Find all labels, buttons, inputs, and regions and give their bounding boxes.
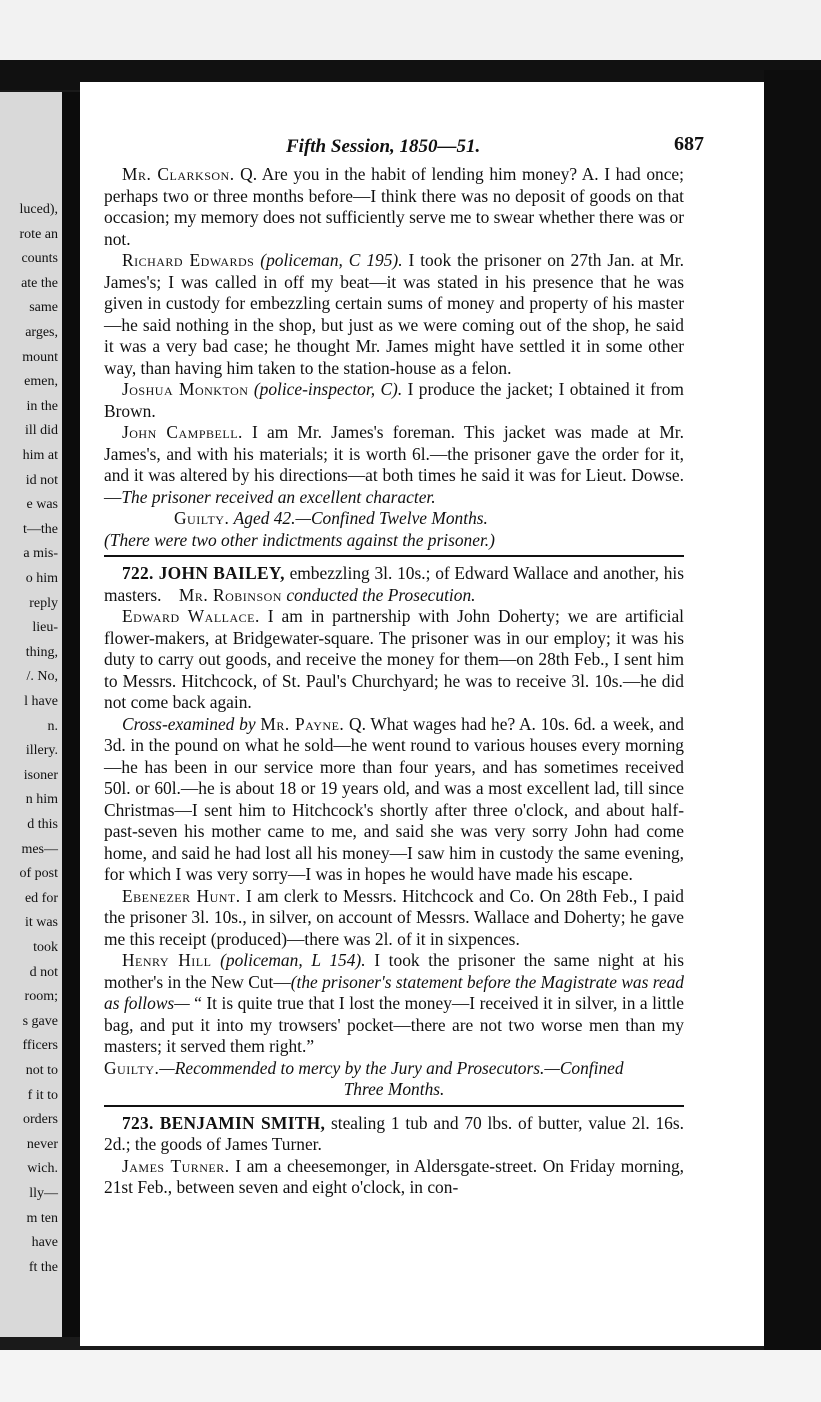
page-title: Fifth Session, 1850—51. xyxy=(286,136,481,157)
testimony-paragraph xyxy=(104,422,684,508)
character-note: The prisoner received an excellent character. xyxy=(121,486,436,507)
left-page-text-fragment: d not xyxy=(29,964,58,980)
left-page-text-fragment: arges, xyxy=(25,325,58,340)
left-page-text-fragment: in the xyxy=(26,398,58,414)
page-number: 687 xyxy=(674,133,704,155)
testimony-paragraph xyxy=(104,1156,684,1199)
cross-label: Cross-examined by xyxy=(122,713,256,734)
speaker-name: Ebenezer Hunt. xyxy=(122,885,241,906)
running-header xyxy=(104,130,704,164)
case-divider xyxy=(104,555,684,557)
case-heading xyxy=(104,563,684,606)
statement-intro: (the prisoner's statement before the Magistrate was read as follows— xyxy=(104,971,684,1013)
book-gutter xyxy=(62,92,80,1337)
left-page-text-fragment: lieu- xyxy=(32,620,58,636)
left-page-text-fragment: thing, xyxy=(25,644,58,660)
book-page xyxy=(80,82,764,1346)
case-number-name: 722. JOHN BAILEY, xyxy=(122,563,285,583)
prosecutor-name: Mr. Robinson xyxy=(178,584,282,605)
page-text xyxy=(104,130,704,1199)
left-page-text-fragment: never xyxy=(26,1136,58,1152)
case-charge: embezzling 3l. 10s.; of Edward Wallace and another, his masters. xyxy=(104,563,684,605)
speaker-name: Edward Wallace. xyxy=(122,606,260,626)
left-page-text-fragment: f it to xyxy=(27,1087,58,1103)
verdict-text: Aged 42.—Confined Twelve Months. xyxy=(233,508,488,528)
testimony-text: I took the prisoner the same night at his mother's in the New Cut— xyxy=(104,950,684,992)
left-page-text-fragment: it was xyxy=(24,915,58,931)
left-page-text-fragment: have xyxy=(31,1235,58,1251)
left-page-text-fragment: illery. xyxy=(25,743,58,759)
left-page-text-fragment: /. No, xyxy=(26,669,58,685)
speaker-name: James Turner. xyxy=(122,1155,230,1176)
left-page-text-fragment: him at xyxy=(22,448,58,463)
verdict xyxy=(104,508,684,530)
speaker-name: Richard Edwards xyxy=(122,250,255,270)
left-page-text-fragment: e was xyxy=(26,497,58,513)
left-page-text-fragment: s gave xyxy=(22,1013,58,1029)
testimony-text: Q. What wages had he? A. 10s. 6d. a week, and 3d. in the pound on what he sold—he went round to various houses every morning—he has been in our service more than four years, and has sometimes received 50l. or 60l.—he is about 18 or 19 years old, and was a most excellent lad, till since Christmas—I sent him to Hitchcock's shortly after three o'clock, and about half-past-seven his mother came to me, and said she was very sorry John had come home, and said he had lost all his money—I saw him in custody the same evening, for which I was very sorry—I was in hopes he would have made his escape. xyxy=(104,713,684,884)
speaker-role: (policeman, C 195). xyxy=(260,250,403,270)
testimony-text: I am Mr. James's foreman. This jacket was made at Mr. James's, and with his materials; it is worth 6l.—the prisoner gave the order for it, and it was altered by his directions—at both times he said it was for Lieut. Dowse.— xyxy=(104,422,684,507)
speaker-role: (police-inspector, C). xyxy=(253,379,403,399)
left-page-text-fragment: t—the xyxy=(23,521,58,537)
testimony-text: I am clerk to Messrs. Hitchcock and Co. On 28th Feb., I paid the prisoner 3l. 10s., in silver, on account of Messrs. Wallace and Doherty; he gave me this receipt (produced)—there was 2l. of it in sixpences. xyxy=(104,885,684,949)
prosecution-text: conducted the Prosecution. xyxy=(286,584,476,605)
statement-text: “ It is quite true that I lost the money—I received it in silver, in a little bag, and put it into my trowsers' pocket—there are not two worse men than my masters; it served them right.” xyxy=(104,993,684,1056)
speaker-name: John Campbell. xyxy=(122,422,243,442)
case-number-name: 723. BENJAMIN SMITH, xyxy=(122,1112,326,1133)
cross-examiner: Mr. Payne. xyxy=(260,713,345,734)
left-page-fragment xyxy=(0,92,62,1337)
left-page-text-fragment: ft the xyxy=(28,1259,58,1275)
testimony-text: I am in partnership with John Doherty; we are artificial flower-makers, at Bridgewater-square. The prisoner was in our employ; it was his duty to carry out goods, and receive the money for them—on 28th Feb., I sent him to Messrs. Hitchcock, of St. Paul's Churchyard; he was to receive 3l. 10s.—he did not come back again. xyxy=(104,606,684,712)
left-page-text-fragment: mount xyxy=(22,349,58,365)
verdict-text: —Recommended to mercy by the Jury and Prosecutors.—Confined xyxy=(159,1057,624,1078)
case-divider xyxy=(104,1105,684,1107)
left-page-text-fragment: ed for xyxy=(24,890,58,906)
testimony-paragraph xyxy=(104,379,684,422)
left-page-text-fragment: not to xyxy=(25,1063,58,1078)
left-page-text-fragment: n him xyxy=(25,792,58,808)
left-page-text-fragment: room; xyxy=(24,989,58,1005)
case-charge: stealing 1 tub and 70 lbs. of butter, value 2l. 16s. 2d.; the goods of James Turner. xyxy=(104,1112,684,1154)
left-page-text-fragment: o him xyxy=(25,571,58,586)
left-page-text-fragment: isoner xyxy=(23,767,58,783)
left-page-text-fragment: rote an xyxy=(19,226,58,242)
left-page-text-fragment: a mis- xyxy=(23,546,58,562)
left-page-text-fragment: took xyxy=(33,940,58,955)
verdict-label: Guilty. xyxy=(104,1057,160,1078)
left-page-text-fragment: counts xyxy=(21,251,58,267)
testimony-text: I took the prisoner on 27th Jan. at Mr. James's; I was called in off my beat—it was stated in his presence that he was given in custody for embezzling certain sums of money and property of his master—he said nothing in the shop, but just as we were coming out of the shop, he said it was a very bad case; he thought Mr. James might have settled it in some other way, than having him taken to the station-house as a felon. xyxy=(104,250,684,378)
left-page-text-fragment: reply xyxy=(29,595,58,611)
verdict-continuation: Three Months. xyxy=(343,1079,445,1099)
left-page-text-fragment: of post xyxy=(19,866,58,882)
scan-background-bottom xyxy=(0,1350,821,1402)
cross-examination xyxy=(104,714,684,886)
left-page-text-fragment: ate the xyxy=(21,275,58,291)
testimony-text: I am a cheesemonger, in Aldersgate-street. On Friday morning, 21st Feb., between seven and eight o'clock, in con- xyxy=(104,1155,684,1197)
testimony-text: Q. Are you in the habit of lending him money? A. I had once; perhaps two or three months before—I think there was no deposit of goods on that occasion; my memory does not sufficiently serve me to swear whether there was or not. xyxy=(104,164,684,249)
testimony-paragraph xyxy=(104,886,684,951)
indictment-note: (There were two other indictments against the prisoner.) xyxy=(104,529,495,550)
left-page-text-fragment: emen, xyxy=(24,374,58,390)
left-page-text-fragment: fficers xyxy=(22,1038,58,1054)
left-page-text-fragment: l have xyxy=(24,694,58,709)
left-page-text-fragment: same xyxy=(29,300,58,316)
left-page-text-fragment: orders xyxy=(23,1112,58,1128)
left-page-text-fragment: wich. xyxy=(27,1161,58,1177)
book-right-edge xyxy=(764,70,821,1360)
testimony-paragraph xyxy=(104,950,684,1058)
left-page-text-fragment: mes— xyxy=(21,841,58,857)
testimony-paragraph xyxy=(104,164,684,250)
speaker-name: Mr. Clarkson. xyxy=(122,164,235,184)
left-page-text-fragment: d this xyxy=(27,817,58,832)
left-page-text-fragment: ill did xyxy=(24,423,58,439)
case-heading xyxy=(104,1113,684,1156)
testimony-paragraph xyxy=(104,606,684,714)
left-page-text-fragment: id not xyxy=(25,472,58,488)
left-page-text-fragment: luced), xyxy=(19,202,58,217)
left-page-text-fragment: n. xyxy=(47,718,58,734)
left-page-text-fragment: lly— xyxy=(29,1186,58,1201)
speaker-name: Joshua Monkton xyxy=(122,379,249,399)
verdict-label: Guilty. xyxy=(174,508,230,528)
speaker-role: (policeman, L 154). xyxy=(220,950,366,970)
left-page-text-fragment: m ten xyxy=(26,1210,58,1226)
verdict xyxy=(104,1058,684,1080)
speaker-name: Henry Hill xyxy=(122,950,212,970)
testimony-paragraph xyxy=(104,250,684,379)
testimony-text: I produce the jacket; I obtained it from Brown. xyxy=(104,379,684,421)
